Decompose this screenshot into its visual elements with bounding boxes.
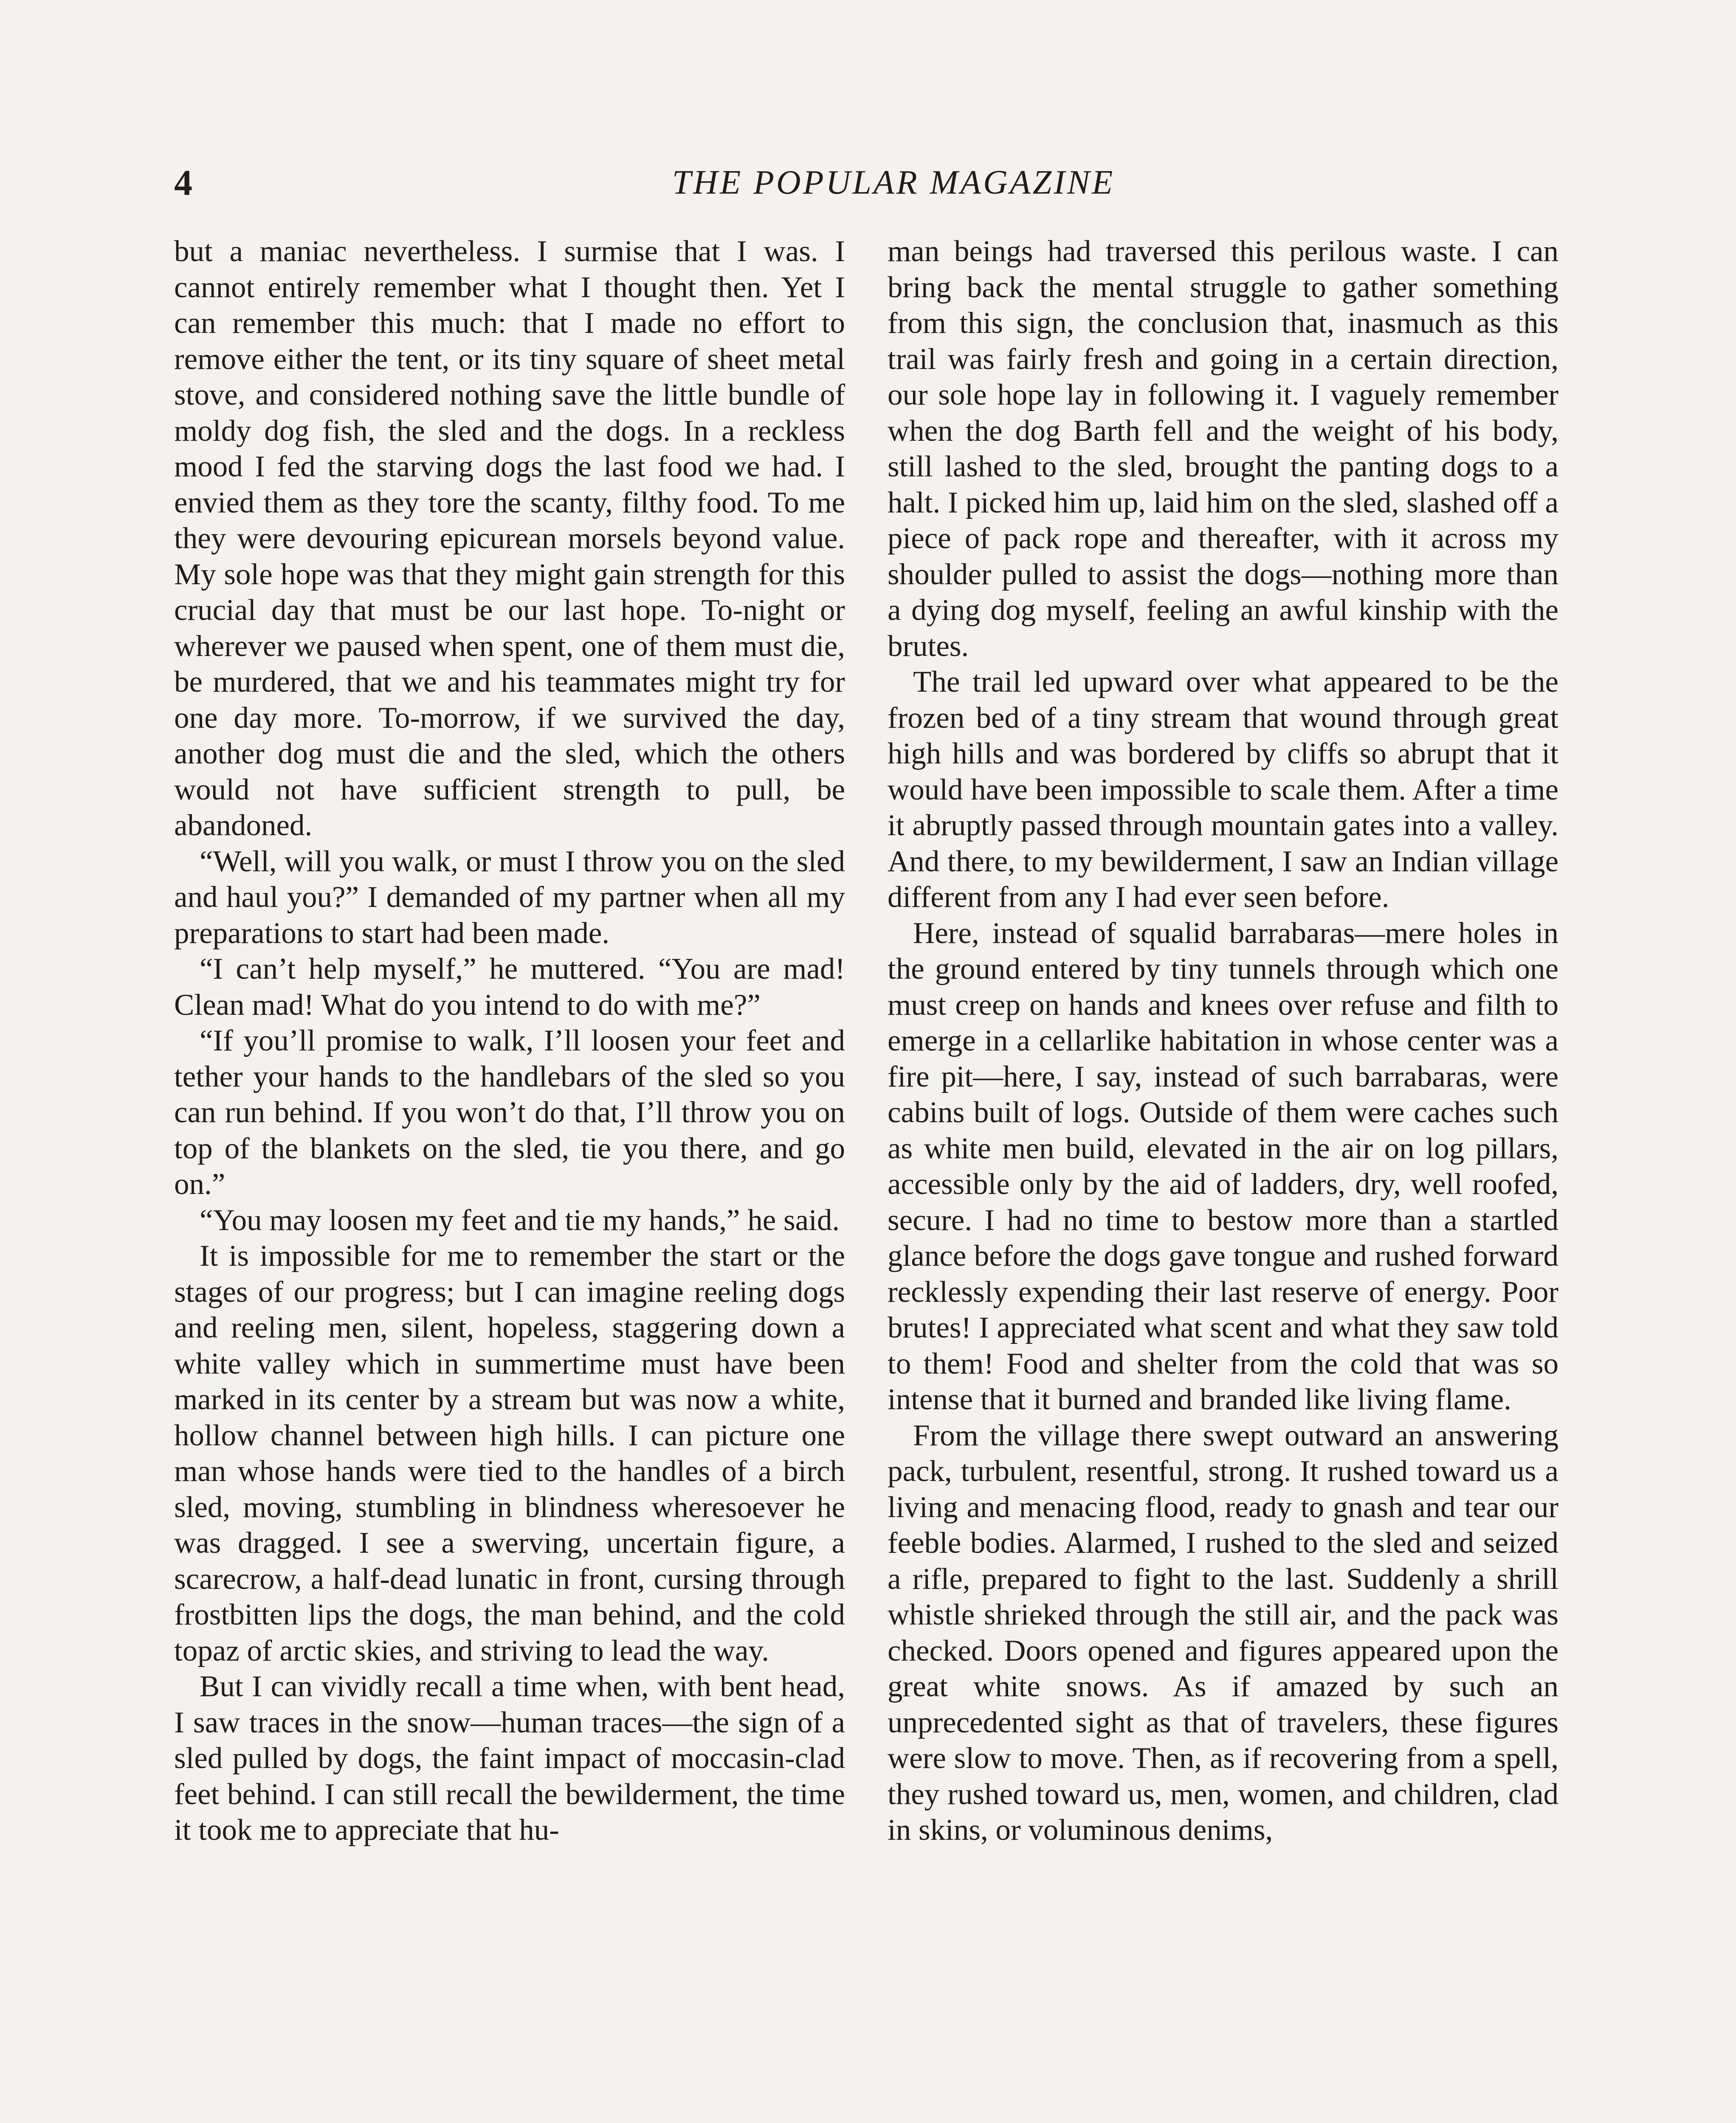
paragraph: but a maniac nevertheless. I surmise that I was. I cannot entirely remember what I thought then. Yet I can remember this much: that I made no effort to remove either the tent, or its tiny square of sheet metal stove, and considered nothing save the little bundle of moldy dog fish, the sled and the dogs. In a reckless mood I fed the starving dogs the last food we had. I envied them as they tore the scanty, filthy food. To me they were devouring epicurean morsels beyond value. My sole hope was that they might gain strength for this crucial day that must be our last hope. To-night or wherever we paused when spent, one of them must die, be murdered, that we and his teammates might try for one day more. To-morrow, if we survived the day, another dog must die and the sled, which the others would not have sufficient strength to pull, be abandoned. <box>174 235 845 842</box>
paragraph: It is impossible for me to remember the start or the stages of our progress; but I can imagine reeling dogs and reeling men, silent, hopeless, staggering down a white valley which in summertime must have been marked in its center by a stream but was now a white, hollow channel between high hills. I can picture one man whose hands were tied to the handles of a birch sled, moving, stumbling in blindness wheresoever he was dragged. I see a swerving, uncertain figure, a scarecrow, a half-dead lunatic in front, cursing through frostbitten lips the dogs, the man behind, and the cold topaz of arctic skies, and striving to lead the way. <box>174 1239 845 1667</box>
paragraph: From the village there swept outward an answering pack, turbulent, resentful, strong. It rushed toward us a living and menacing flood, ready to gnash and tear our feeble bodies. Alarmed, I rushed to the sled and seized a rifle, prepared to fight to the last. Suddenly a shrill whistle shrieked through the still air, and the pack was checked. Doors opened and figures appeared upon the great white snows. As if amazed by such an unprecedented sight as that of travelers, these figures were slow to move. Then, as if recovering from a spell, they rushed toward us, men, women, and children, clad in skins, or voluminous denims, <box>888 1419 1558 1847</box>
paragraph: “Well, will you walk, or must I throw you on the sled and haul you?” I demanded of my partner when all my preparations to start had been made. <box>174 845 845 950</box>
paragraph: “You may loosen my feet and tie my hands,” he said. <box>200 1203 840 1237</box>
paragraph: Here, instead of squalid barrabaras—mere holes in the ground entered by tiny tunnels through which one must creep on hands and knees over refuse and filth to emerge in a cellarlike habitation in whose center was a fire pit—here, I say, instead of such barrabaras, were cabins built of logs. Outside of them were caches such as white men build, elevated in the air on log pillars, accessible only by the aid of ladders, dry, well roofed, secure. I had no time to bestow more than a startled glance before the dogs gave tongue and rushed forward recklessly expending their last reserve of energy. Poor brutes! I appreciated what scent and what they saw told to them! Food and shelter from the cold that was so intense that it burned and branded like living flame. <box>888 916 1558 1416</box>
left-column <box>174 234 845 1848</box>
paragraph: “If you’ll promise to walk, I’ll loosen your feet and tether your hands to the handlebars of the sled so you can run behind. If you won’t do that, I’ll throw you on top of the blankets on the sled, tie you there, and go on.” <box>174 1024 845 1201</box>
paragraph: man beings had traversed this perilous waste. I can bring back the mental struggle to gather something from this sign, the conclusion that, inasmuch as this trail was fairly fresh and going in a certain direction, our sole hope lay in following it. I vaguely remember when the dog Barth fell and the weight of his body, still lashed to the sled, brought the panting dogs to a halt. I picked him up, laid him on the sled, slashed off a piece of pack rope and thereafter, with it across my shoulder pulled to assist the dogs—nothing more than a dying dog myself, feeling an awful kinship with the brutes. <box>888 235 1558 663</box>
paragraph: But I can vividly recall a time when, with bent head, I saw traces in the snow—human traces—the sign of a sled pulled by dogs, the faint impact of moccasin-clad feet behind. I can still recall the bewilderment, the time it took me to appreciate that hu- <box>174 1670 845 1847</box>
paragraph: The trail led upward over what appeared to be the frozen bed of a tiny stream that wound through great high hills and was bordered by cliffs so abrupt that it would have been impossible to scale them. After a time it abruptly passed through mountain gates into a valley. And there, to my bewilderment, I saw an Indian village different from any I had ever seen before. <box>888 665 1558 914</box>
running-title: THE POPULAR MAGAZINE <box>672 164 1115 201</box>
paragraph: “I can’t help myself,” he muttered. “You are mad! Clean mad! What do you intend to do with me?” <box>174 952 845 1022</box>
right-column <box>888 234 1558 1848</box>
page-number: 4 <box>174 162 192 203</box>
